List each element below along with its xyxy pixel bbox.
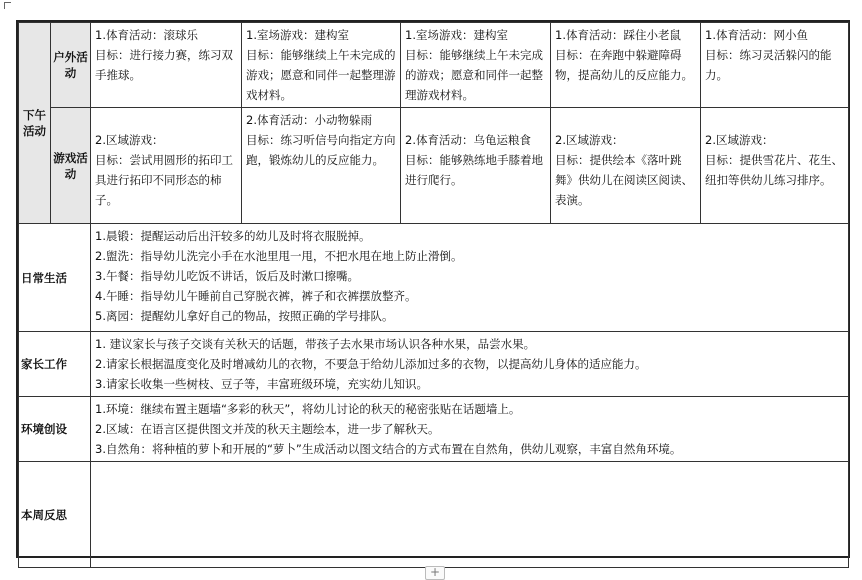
wednesday-outdoor-cell[interactable] xyxy=(401,23,551,108)
add-row-button[interactable]: + xyxy=(425,566,445,580)
activity-goal: 目标：能够熟练地手膝着地进行爬行。 xyxy=(405,153,543,187)
activity-goal: 目标：在奔跑中躲避障碍物，提高幼儿的反应能力。 xyxy=(555,48,693,82)
thursday-outdoor-cell[interactable] xyxy=(551,23,701,108)
activity-title: 2.体育活动：乌龟运粮食 xyxy=(405,133,531,147)
list-item: 5.离园：提醒幼儿拿好自己的物品，按照正确的学号排队。 xyxy=(95,309,394,323)
activity-title: 1.室场游戏：建构室 xyxy=(246,28,349,42)
environment-cell[interactable] xyxy=(91,397,849,462)
activity-goal: 目标：提供雪花片、花生、纽扣等供幼儿练习排序。 xyxy=(705,153,843,187)
parent-work-label: 家长工作 xyxy=(19,332,91,397)
reflection-label: 本周反思 xyxy=(19,462,91,568)
tuesday-game-cell[interactable] xyxy=(242,108,401,224)
environment-label: 环境创设 xyxy=(19,397,91,462)
friday-outdoor-cell[interactable] xyxy=(701,23,849,108)
monday-game-cell[interactable] xyxy=(91,108,242,224)
monday-outdoor-cell[interactable] xyxy=(91,23,242,108)
thursday-game-cell[interactable] xyxy=(551,108,701,224)
list-item: 1.晨锻：提醒运动后出汗较多的幼儿及时将衣服脱掉。 xyxy=(95,229,371,243)
activity-goal: 目标：进行接力赛，练习双手推球。 xyxy=(95,48,233,82)
list-item: 3.午餐：指导幼儿吃饭不讲话，饭后及时漱口擦嘴。 xyxy=(95,269,359,283)
page-corner-mark xyxy=(4,2,11,9)
wednesday-game-cell[interactable] xyxy=(401,108,551,224)
activity-title: 2.区域游戏： xyxy=(705,133,774,147)
activity-title: 1.体育活动：网小鱼 xyxy=(705,28,808,42)
daily-life-label: 日常生活 xyxy=(19,224,91,332)
environment-row xyxy=(19,397,849,462)
outdoor-activity-label: 户外活动 xyxy=(51,23,91,108)
parent-work-cell[interactable] xyxy=(91,332,849,397)
activity-title: 1.体育活动：踩住小老鼠 xyxy=(555,28,681,42)
tuesday-outdoor-cell[interactable] xyxy=(242,23,401,108)
activity-goal: 目标：尝试用圆形的拓印工具进行拓印不同形态的柿子。 xyxy=(95,153,233,207)
activity-title: 2.区域游戏： xyxy=(95,133,164,147)
list-item: 1.环境：继续布置主题墙“多彩的秋天”，将幼儿讨论的秋天的秘密张贴在话题墙上。 xyxy=(95,402,521,416)
activity-goal: 目标：能够继续上午未完成的游戏；愿意和同伴一起整理游戏材料。 xyxy=(246,48,396,102)
game-activity-label: 游戏活动 xyxy=(51,108,91,224)
activity-title: 2.区域游戏： xyxy=(555,133,624,147)
list-item: 4.午睡：指导幼儿午睡前自己穿脱衣裤，裤子和衣裤摆放整齐。 xyxy=(95,289,417,303)
reflection-cell[interactable] xyxy=(91,462,849,568)
daily-life-row xyxy=(19,224,849,332)
activity-title: 1.体育活动：滚球乐 xyxy=(95,28,198,42)
activity-title: 1.室场游戏：建构室 xyxy=(405,28,508,42)
parent-work-row xyxy=(19,332,849,397)
activity-goal: 目标：能够继续上午未完成的游戏；愿意和同伴一起整理游戏材料。 xyxy=(405,48,543,102)
list-item: 2.请家长根据温度变化及时增减幼儿的衣物，不要急于给幼儿添加过多的衣物，以提高幼儿身体的适应能力。 xyxy=(95,357,647,371)
list-item: 2.盥洗：指导幼儿洗完小手在水池里甩一甩，不把水甩在地上防止滑倒。 xyxy=(95,249,463,263)
list-item: 2.区域：在语言区提供图文并茂的秋天主题绘本，进一步了解秋天。 xyxy=(95,422,440,436)
activity-goal: 目标：提供绘本《落叶跳舞》供幼儿在阅读区阅读、表演。 xyxy=(555,153,693,207)
friday-game-cell[interactable] xyxy=(701,108,849,224)
daily-life-cell[interactable] xyxy=(91,224,849,332)
weekly-plan-table xyxy=(16,20,850,558)
list-item: 1. 建议家长与孩子交谈有关秋天的话题，带孩子去水果市场认识各种水果，品尝水果。 xyxy=(95,337,536,351)
list-item: 3.请家长收集一些树枝、豆子等，丰富班级环境，充实幼儿知识。 xyxy=(95,377,428,391)
activity-title: 2.体育活动：小动物躲雨 xyxy=(246,113,372,127)
afternoon-game-row xyxy=(19,108,849,224)
afternoon-section-label: 下午活动 xyxy=(19,23,51,224)
reflection-row xyxy=(19,462,849,568)
activity-goal: 目标：练习听信号向指定方向跑，锻炼幼儿的反应能力。 xyxy=(246,133,396,167)
list-item: 3.自然角：将种植的萝卜和开展的“萝卜”生成活动以图文结合的方式布置在自然角，供幼儿观察，丰富自然角环境。 xyxy=(95,442,682,456)
afternoon-outdoor-row xyxy=(19,23,849,108)
activity-goal: 目标：练习灵活躲闪的能力。 xyxy=(705,48,832,82)
